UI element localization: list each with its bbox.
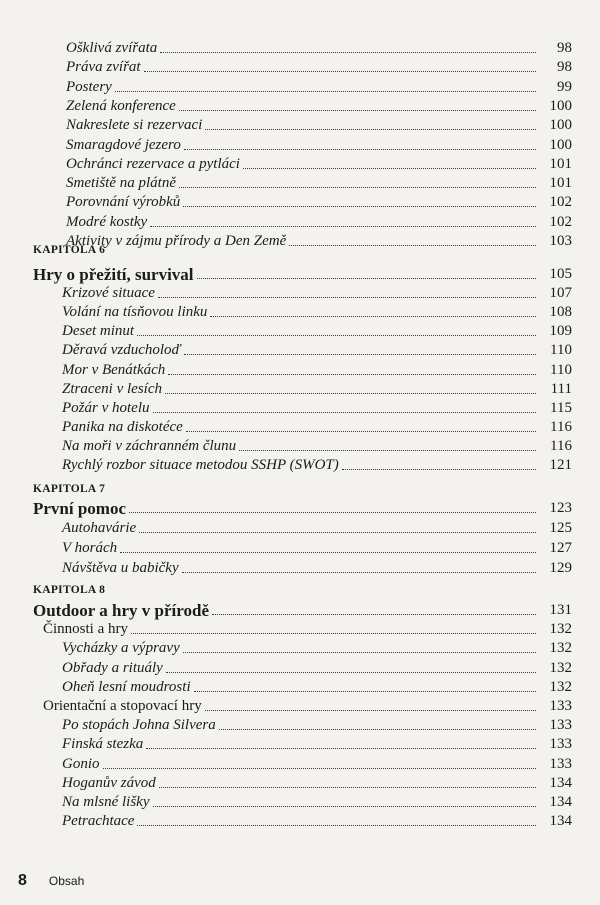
- toc-chapter-title: [0, 600, 600, 619]
- dot-leader: [179, 186, 536, 188]
- dot-leader: [158, 296, 536, 298]
- toc-entry-title: Ztraceni v lesích: [62, 380, 162, 397]
- toc-entry: [0, 619, 600, 638]
- toc-entry-title: Finská stezka: [62, 736, 144, 753]
- toc-page-number: 102: [549, 213, 572, 230]
- dot-leader: [197, 277, 536, 279]
- toc-entry-title: Hoganův závod: [62, 774, 156, 791]
- toc-page-number: 121: [549, 457, 572, 473]
- toc-entry: [0, 538, 600, 557]
- toc-page-number: 127: [549, 540, 572, 556]
- toc-page-number: 99: [557, 78, 572, 95]
- dot-leader: [186, 430, 536, 432]
- dot-leader: [179, 109, 536, 111]
- dot-leader: [166, 671, 536, 673]
- toc-entry: [0, 321, 600, 340]
- dot-leader: [205, 128, 536, 130]
- toc-entry: [0, 398, 600, 417]
- toc-page-number: 132: [549, 678, 572, 695]
- toc-entry-title: Na moři v záchranném člunu: [62, 437, 237, 454]
- dot-leader: [103, 767, 537, 769]
- toc-entry-title: Aktivity v zájmu přírody a Den Země: [66, 233, 287, 249]
- toc-entry: [0, 811, 600, 830]
- toc-entry-title: Zelená konference: [66, 97, 176, 114]
- toc-entry-title: Rychlý rozbor situace metodou SSHP (SWOT): [62, 457, 339, 473]
- toc-page-number: 98: [557, 59, 572, 76]
- dot-leader: [205, 709, 536, 711]
- dot-leader: [137, 334, 536, 336]
- toc-page-number: 103: [549, 233, 572, 249]
- toc-page-number: 115: [550, 399, 572, 416]
- toc-entry-title: Ochránci rezervace a pytláci: [66, 155, 240, 172]
- dot-leader: [184, 353, 536, 355]
- toc-chapter-title: [0, 264, 600, 283]
- dot-leader: [146, 747, 536, 749]
- toc-page-number: 101: [549, 155, 572, 172]
- toc-entry: [0, 379, 600, 398]
- dot-leader: [159, 786, 536, 788]
- toc-page-number: 101: [549, 175, 572, 192]
- toc-entry-title: Po stopách Johna Silvera: [62, 717, 216, 734]
- toc-entry: [0, 135, 600, 154]
- toc-entry: [0, 57, 600, 76]
- page-footer: [18, 872, 84, 890]
- toc-entry-title: Na mlsné lišky: [62, 794, 150, 810]
- toc-entry-title: Smaragdové jezero: [66, 136, 181, 153]
- dot-leader: [144, 70, 536, 72]
- toc-entry-title: První pomoc: [33, 499, 127, 518]
- dot-leader: [153, 411, 537, 413]
- toc-page-number: 108: [549, 304, 572, 321]
- toc-entry: [0, 754, 600, 773]
- toc-entry-title: Vycházky a výpravy: [62, 640, 180, 657]
- toc-entry-title: Nakreslete si rezervaci: [66, 117, 203, 134]
- toc-entry: [0, 715, 600, 734]
- chapter-heading: KAPITOLA 6: [33, 244, 106, 256]
- toc-entry: [0, 173, 600, 192]
- toc-page-number: 123: [549, 500, 572, 516]
- toc-page-number: 107: [549, 285, 572, 302]
- dot-leader: [160, 51, 536, 53]
- toc-entry: [0, 302, 600, 321]
- toc-page-number: 133: [549, 698, 572, 714]
- toc-entry: [0, 696, 600, 715]
- toc-entry: [0, 518, 600, 537]
- dot-leader: [131, 632, 536, 634]
- dot-leader: [184, 148, 536, 150]
- toc-entry-title: Mor v Benátkách: [62, 361, 166, 378]
- toc-entry: [0, 38, 600, 57]
- toc-entry-title: Oheň lesní moudrosti: [62, 678, 191, 695]
- dot-leader: [182, 571, 536, 573]
- toc-entry: [0, 115, 600, 134]
- toc-entry-title: Děravá vzducholoď: [62, 342, 181, 359]
- toc-page-number: 132: [549, 621, 572, 638]
- dot-leader: [150, 225, 536, 227]
- toc-entry-title: Petrachtace: [62, 813, 135, 830]
- toc-entry: [0, 436, 600, 455]
- toc-page-number: 134: [549, 774, 572, 791]
- dot-leader: [115, 90, 536, 92]
- toc-chapter-title: [0, 498, 600, 517]
- toc-entry: [0, 212, 600, 231]
- toc-entry: [0, 455, 600, 474]
- toc-entry: [0, 283, 600, 302]
- toc-entry-title: Deset minut: [62, 323, 135, 340]
- toc-page-number: 129: [549, 560, 572, 576]
- toc-entry: [0, 558, 600, 577]
- toc-entry: [0, 792, 600, 811]
- toc-entry-title: Gonio: [62, 755, 100, 772]
- toc-page-number: 131: [549, 602, 572, 618]
- toc-entry: [0, 360, 600, 379]
- dot-leader: [239, 449, 536, 451]
- toc-entry-title: Panika na diskotéce: [62, 418, 183, 435]
- toc-entry-title: Autohavárie: [62, 520, 137, 536]
- dot-leader: [153, 805, 537, 807]
- toc-entry-title: Obřady a rituály: [62, 659, 163, 676]
- toc-entry: [0, 734, 600, 753]
- toc-entry-title: Modré kostky: [66, 213, 148, 230]
- toc-page-number: 98: [557, 40, 572, 56]
- toc-entry-title: Návštěva u babičky: [62, 560, 179, 576]
- toc-entry-title: Volání na tísňovou linku: [62, 304, 208, 321]
- toc-page-number: 134: [549, 813, 572, 830]
- toc-entry: [0, 658, 600, 677]
- dot-leader: [210, 315, 536, 317]
- dot-leader: [183, 205, 536, 207]
- toc-entry-title: Práva zvířat: [66, 59, 141, 76]
- dot-leader: [243, 167, 536, 169]
- toc-page-number: 132: [549, 659, 572, 676]
- dot-leader: [168, 373, 536, 375]
- toc-entry: [0, 192, 600, 211]
- toc-page-number: 133: [549, 736, 572, 753]
- toc-page-number: 134: [549, 794, 572, 810]
- dot-leader: [212, 613, 536, 615]
- toc-entry-title: V horách: [62, 540, 118, 556]
- toc-page-number: 132: [549, 640, 572, 657]
- toc-entry-title: Krizové situace: [62, 285, 155, 302]
- toc-page-number: 111: [550, 380, 572, 397]
- toc-entry: [0, 677, 600, 696]
- toc-page-number: 109: [549, 323, 572, 340]
- dot-leader: [194, 690, 536, 692]
- toc-entry: [0, 77, 600, 96]
- running-head: Obsah: [48, 874, 85, 888]
- toc-page-number: 110: [550, 361, 572, 378]
- toc-page-number: 105: [549, 266, 572, 282]
- toc-entry-title: Hry o přežití, survival: [33, 265, 194, 284]
- toc-page-number: 110: [550, 342, 572, 359]
- toc-entry-title: Porovnání výrobků: [66, 194, 181, 211]
- chapter-heading: KAPITOLA 7: [33, 483, 106, 495]
- toc-entry: [0, 154, 600, 173]
- dot-leader: [289, 244, 536, 246]
- toc-entry-title: Činnosti a hry: [43, 621, 128, 638]
- toc-page-number: 116: [550, 437, 572, 454]
- dot-leader: [120, 551, 536, 553]
- toc-page-number: 116: [550, 418, 572, 435]
- dot-leader: [342, 468, 536, 470]
- toc-page-number: 125: [549, 520, 572, 536]
- toc-entry-title: Orientační a stopovací hry: [43, 698, 202, 714]
- chapter-heading: KAPITOLA 8: [33, 584, 106, 596]
- toc-entry: [0, 773, 600, 792]
- dot-leader: [137, 824, 536, 826]
- dot-leader: [165, 392, 536, 394]
- dot-leader: [183, 651, 536, 653]
- toc-entry-title: Postery: [66, 78, 112, 95]
- toc-entry: [0, 638, 600, 657]
- toc-page-number: 100: [549, 117, 572, 134]
- toc-entry: [0, 417, 600, 436]
- toc-page-number: 133: [549, 755, 572, 772]
- dot-leader: [129, 511, 536, 513]
- toc-page-number: 100: [549, 97, 572, 114]
- toc-page-number: 102: [549, 194, 572, 211]
- toc-entry: [0, 96, 600, 115]
- dot-leader: [219, 728, 536, 730]
- toc-entry-title: Outdoor a hry v přírodě: [33, 601, 209, 620]
- toc-entry-title: Ošklivá zvířata: [66, 40, 158, 56]
- toc-entry-title: Požár v hotelu: [62, 399, 150, 416]
- toc-entry: [0, 340, 600, 359]
- toc-page-number: 133: [549, 717, 572, 734]
- dot-leader: [139, 531, 536, 533]
- toc-entry-title: Smetiště na plátně: [66, 175, 176, 192]
- page-number: 8: [18, 872, 27, 889]
- toc-page-number: 100: [549, 136, 572, 153]
